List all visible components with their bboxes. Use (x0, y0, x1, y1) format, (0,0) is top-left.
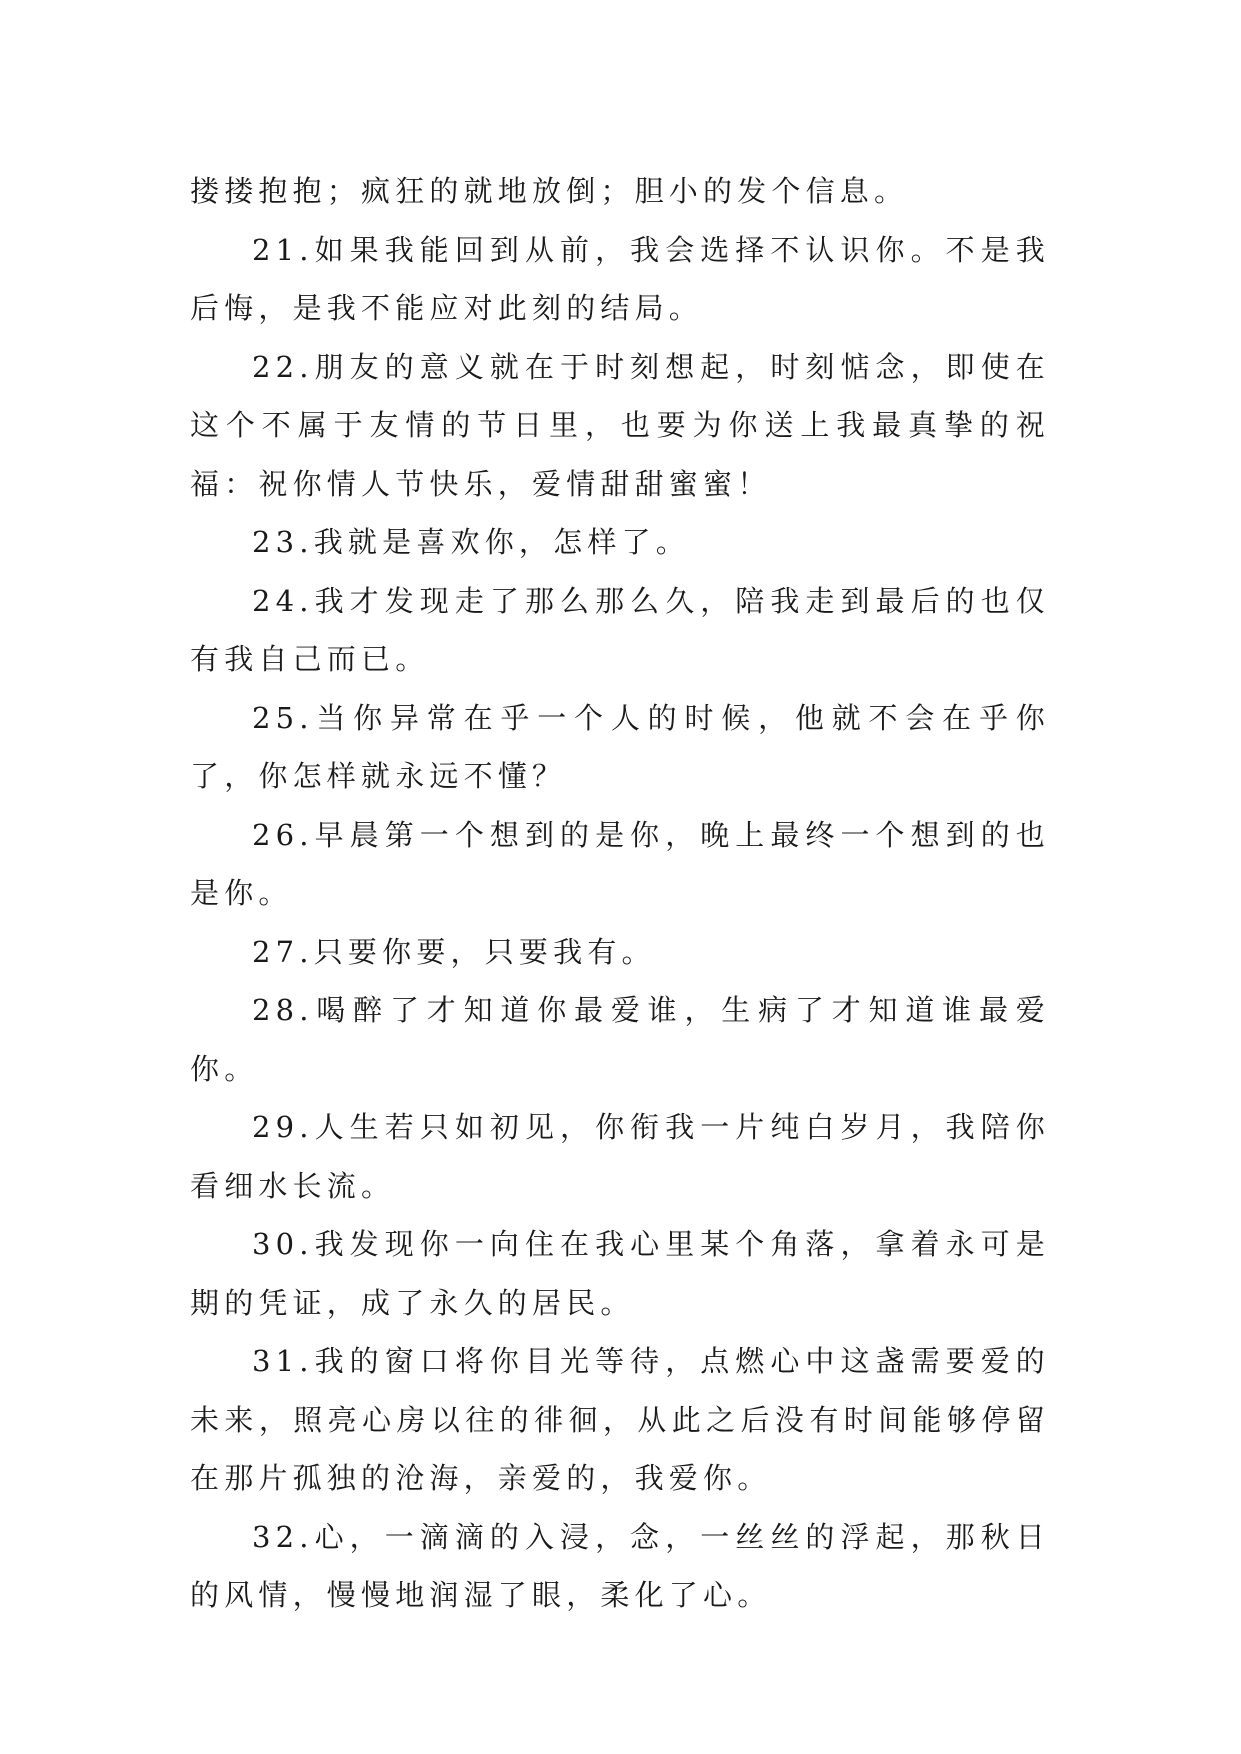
paragraph-29: 29.人生若只如初见，你衔我一片纯白岁月，我陪你看细水长流。 (190, 1110, 1050, 1203)
paragraph-21: 21.如果我能回到从前，我会选择不认识你。不是我后悔，是我不能应对此刻的结局。 (190, 232, 1050, 325)
paragraph-27: 27.只要你要，只要我有。 (252, 934, 656, 969)
paragraph-22: 22.朋友的意义就在于时刻想起，时刻惦念，即使在这个不属于友情的节日里，也要为你送上我最真挚的祝福：祝你情人节快乐，爱情甜甜蜜蜜！ (190, 349, 1050, 501)
paragraph-30: 30.我发现你一向住在我心里某个角落，拿着永可是期的凭证，成了永久的居民。 (190, 1227, 1050, 1320)
paragraph-26: 26.早晨第一个想到的是你，晚上最终一个想到的也是你。 (190, 817, 1050, 910)
paragraph-31: 31.我的窗口将你目光等待，点燃心中这盏需要爱的未来，照亮心房以往的徘徊，从此之后没有时间能够停留在那片孤独的沧海，亲爱的，我爱你。 (190, 1344, 1050, 1495)
paragraph-continuation: 搂搂抱抱；疯狂的就地放倒；胆小的发个信息。 (190, 174, 909, 208)
paragraph-32: 32.心，一滴滴的入浸，念，一丝丝的浮起，那秋日的风情，慢慢地润湿了眼，柔化了心。 (190, 1519, 1050, 1612)
paragraph-24: 24.我才发现走了那么那么久，陪我走到最后的也仅有我自己而已。 (190, 583, 1050, 676)
paragraph-23: 23.我就是喜欢你，怎样了。 (252, 525, 690, 559)
paragraph-25: 25.当你异常在乎一个人的时候，他就不会在乎你了，你怎样就永远不懂？ (190, 700, 1050, 793)
document-body (190, 162, 1050, 1625)
paragraph-28: 28.喝醉了才知道你最爱谁，生病了才知道谁最爱你。 (190, 993, 1050, 1086)
